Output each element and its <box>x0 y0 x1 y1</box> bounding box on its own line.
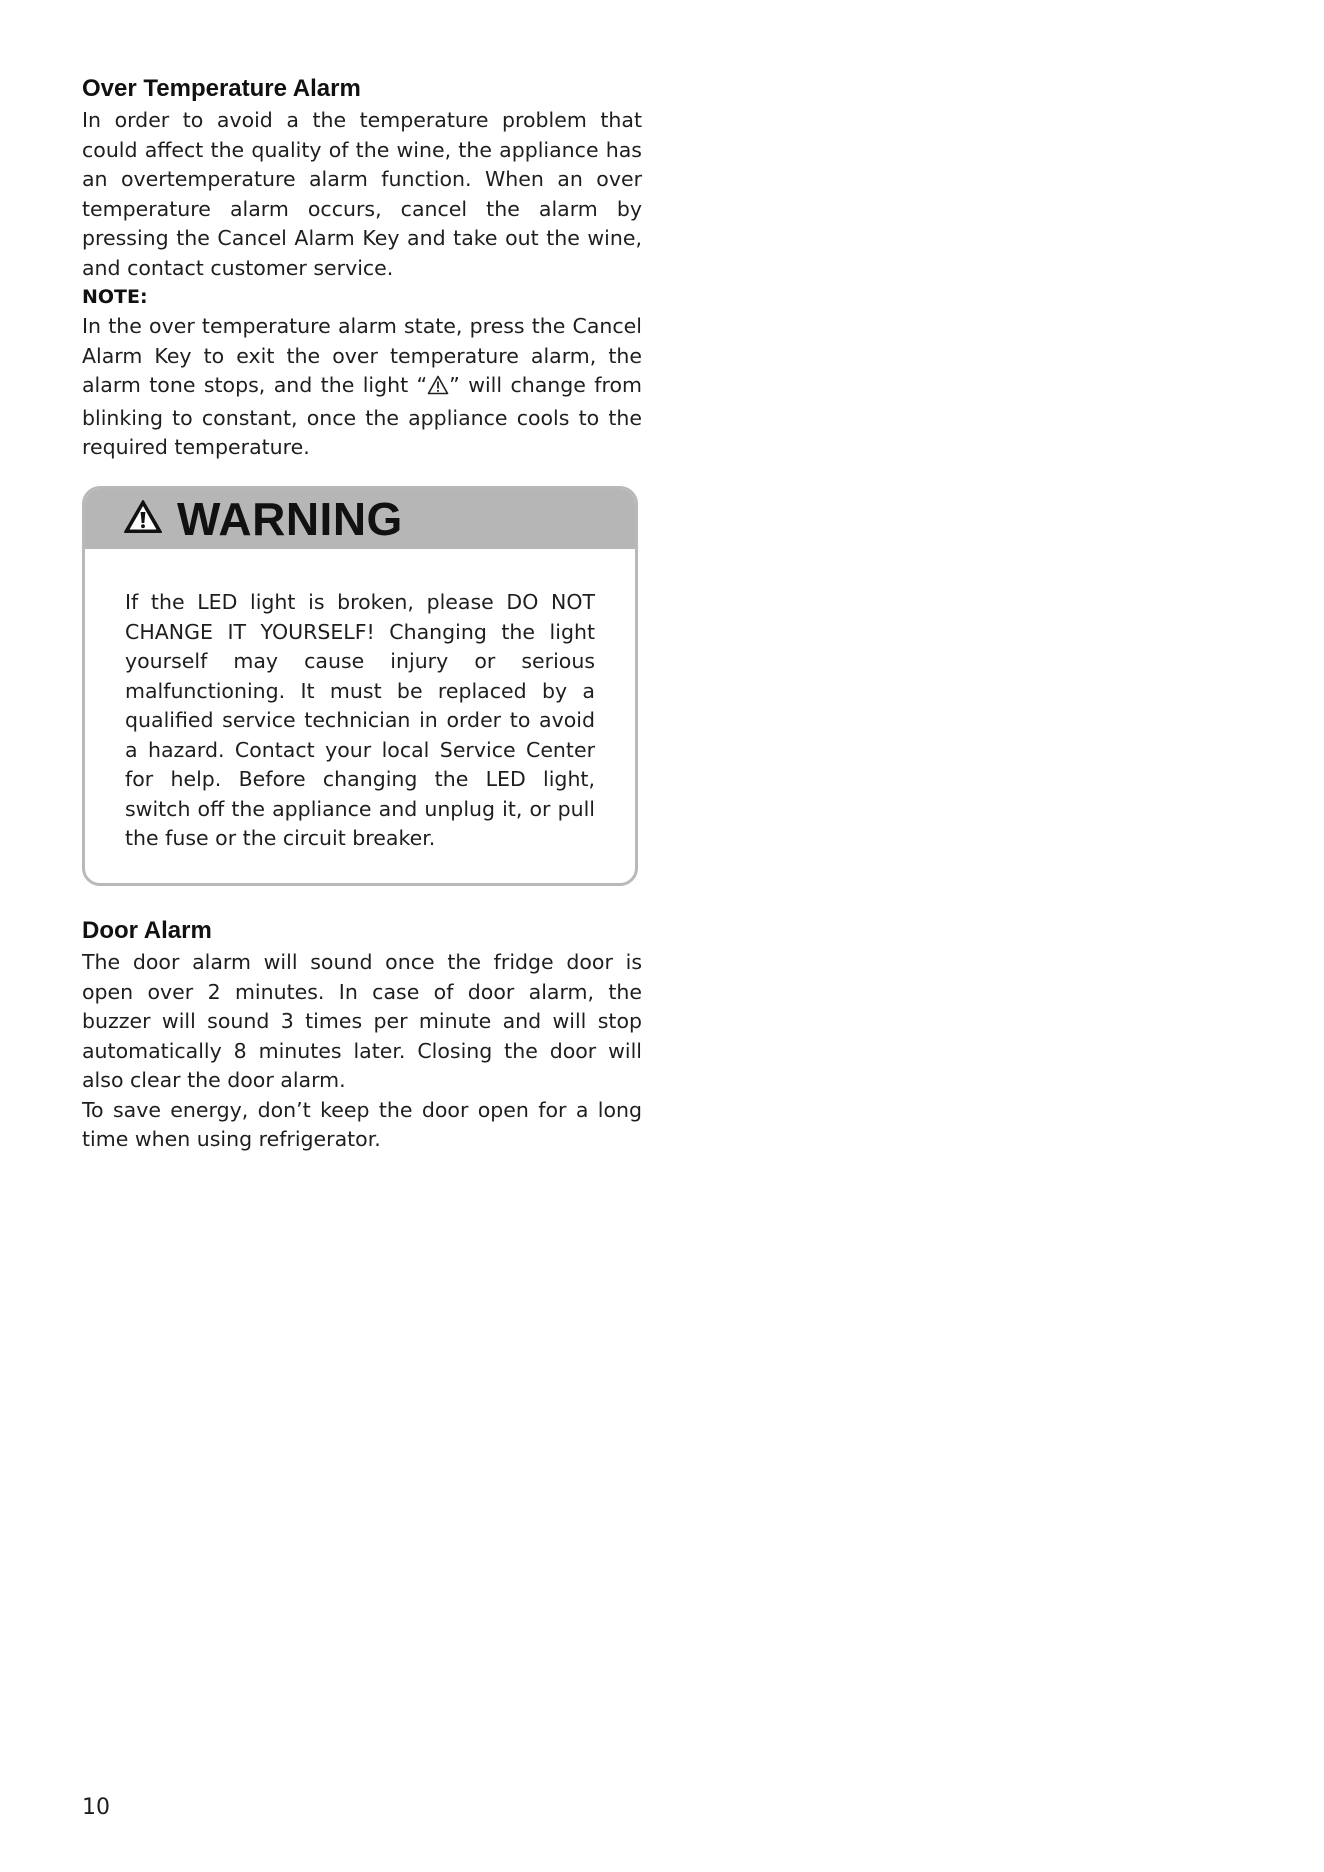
warning-triangle-icon <box>427 374 449 404</box>
over-temperature-heading: Over Temperature Alarm <box>82 75 361 102</box>
over-temperature-section <box>82 74 642 463</box>
warning-title: WARNING <box>177 493 403 545</box>
door-alarm-heading: Door Alarm <box>82 917 212 944</box>
warning-box <box>82 486 638 886</box>
door-alarm-paragraph: The door alarm will sound once the fridge door is open over 2 minutes. In case of door alarm, the buzzer will sound 3 times per minute and will stop automatically 8 minutes later. Closing the door will also clear the door alarm. <box>82 950 642 1092</box>
note-text-part2: ” will change from blinking to constant, once the appliance cools to the required temperature. <box>82 373 642 459</box>
warning-header <box>85 489 635 549</box>
door-alarm-energy-tip: To save energy, don’t keep the door open for a long time when using refrigerator. <box>82 1097 642 1151</box>
note-label: NOTE: <box>82 286 148 308</box>
warning-triangle-icon <box>123 499 177 539</box>
door-alarm-section <box>82 916 642 1155</box>
note-text-part1: In the over temperature alarm state, press the Cancel Alarm Key to exit the over temperature alarm, the alarm tone stops, and the light “ <box>82 314 642 397</box>
page-number: 10 <box>82 1795 110 1820</box>
note-paragraph <box>82 312 642 463</box>
over-temperature-paragraph: In order to avoid a the temperature problem that could affect the quality of the wine, the appliance has an overtemperature alarm function. When an over temperature alarm occurs, cancel the alarm by pressing the Cancel Alarm Key and take out the wine, and contact customer service. <box>82 108 642 280</box>
warning-body: If the LED light is broken, please DO NOT CHANGE IT YOURSELF! Changing the light yourself may cause injury or serious malfunctioning. It must be replaced by a qualified service technician in order to avoid a hazard. Contact your local Service Center for help. Before changing the LED light, switch off the appliance and unplug it, or pull the fuse or the circuit breaker. <box>125 590 595 850</box>
